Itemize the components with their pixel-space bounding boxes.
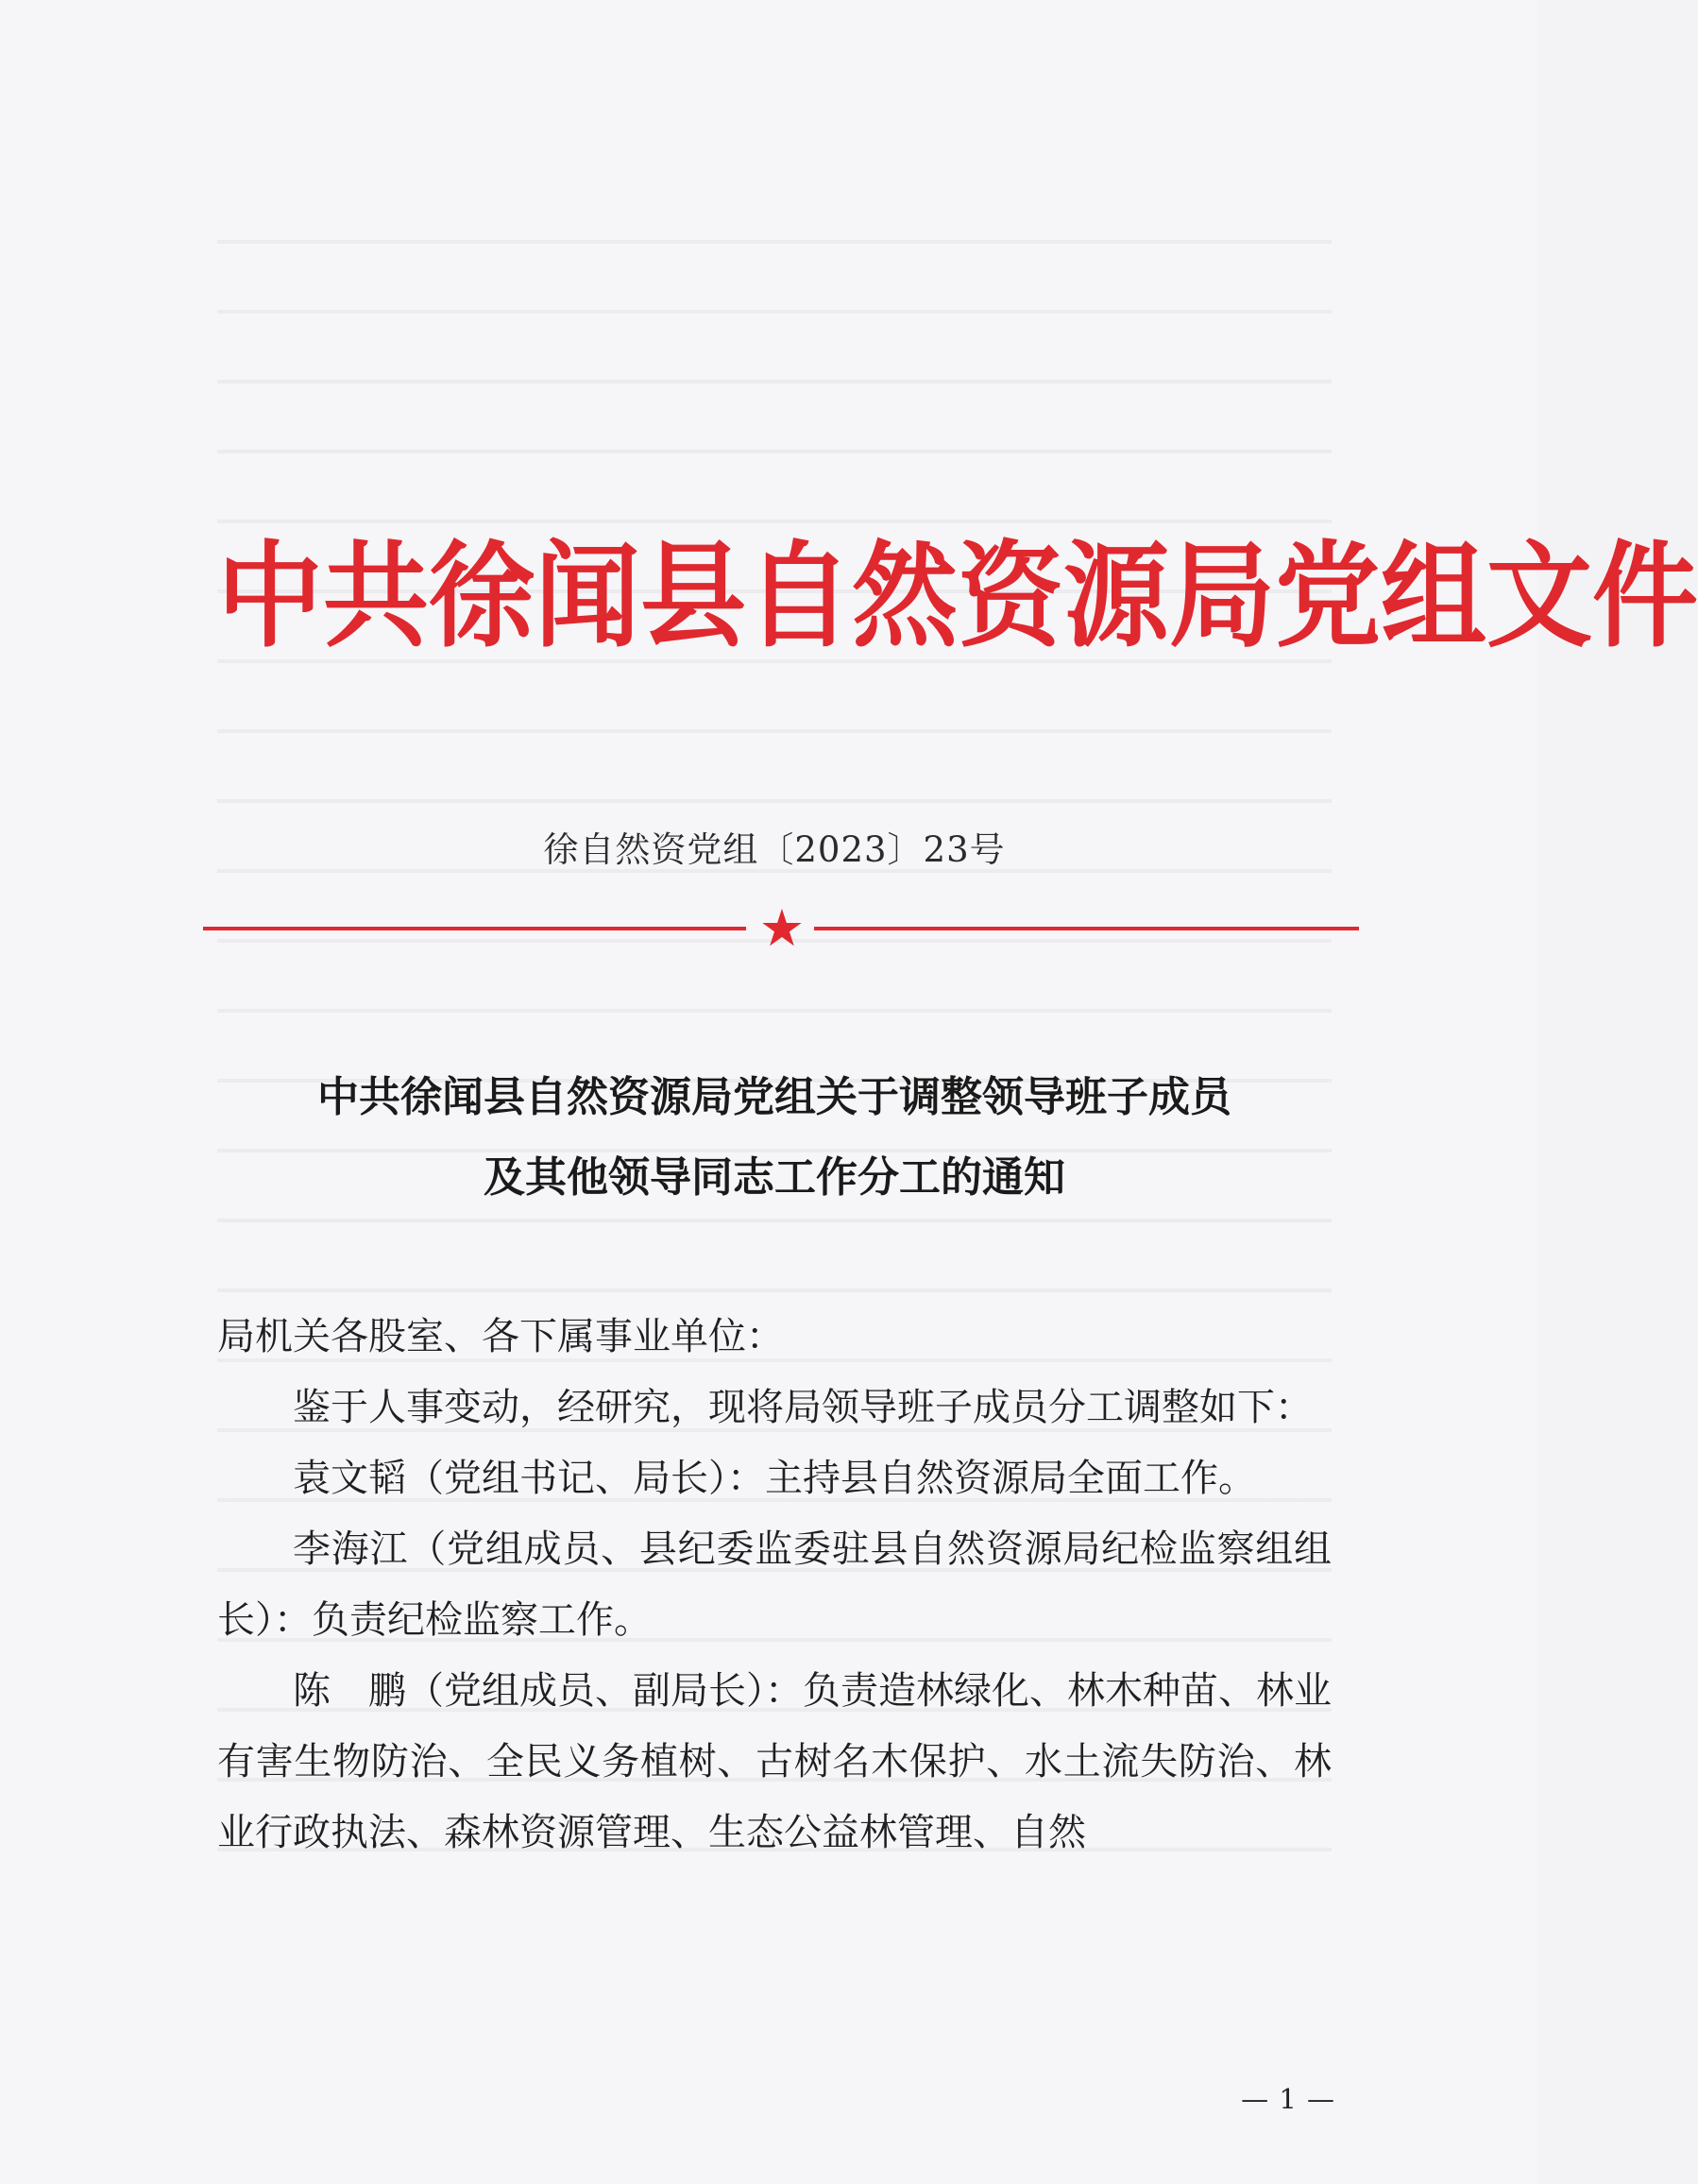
red-header-title: 中共徐闻县自然资源局党组文件 bbox=[217, 529, 1698, 664]
star-icon: ★ bbox=[758, 898, 806, 958]
recipient-line: 局机关各股室、各下属事业单位： bbox=[217, 1315, 784, 1358]
notice-title-line-2: 及其他领导同志工作分工的通知 bbox=[484, 1153, 1065, 1202]
red-divider-right bbox=[814, 927, 1359, 930]
notice-title-line-1: 中共徐闻县自然资源局党组关于调整领导班子成员 bbox=[317, 1073, 1231, 1121]
page-number: — 1 — bbox=[1241, 2083, 1335, 2115]
notice-body bbox=[217, 1302, 1332, 1868]
document-number: 徐自然资党组〔2023〕23号 bbox=[543, 829, 1006, 870]
red-divider-left bbox=[203, 927, 746, 930]
paragraph-intro: 鉴于人事变动，经研究，现将局领导班子成员分工调整如下： bbox=[293, 1386, 1313, 1429]
paragraph-yuan-wentao: 袁文韬（党组书记、局长）：主持县自然资源局全面工作。 bbox=[293, 1457, 1256, 1500]
paragraph-chen-peng: 陈 鹏（党组成员、副局长）：负责造林绿化、林木种苗、林业有害生物防治、全民义务植树、古树名木保护、水土流失防治、林业行政执法、森林资源管理、生态公益林管理、自然 bbox=[217, 1669, 1332, 1854]
paragraph-li-haijiang: 李海江（党组成员、县纪委监委驻县自然资源局纪检监察组组长）：负责纪检监察工作。 bbox=[217, 1527, 1332, 1642]
